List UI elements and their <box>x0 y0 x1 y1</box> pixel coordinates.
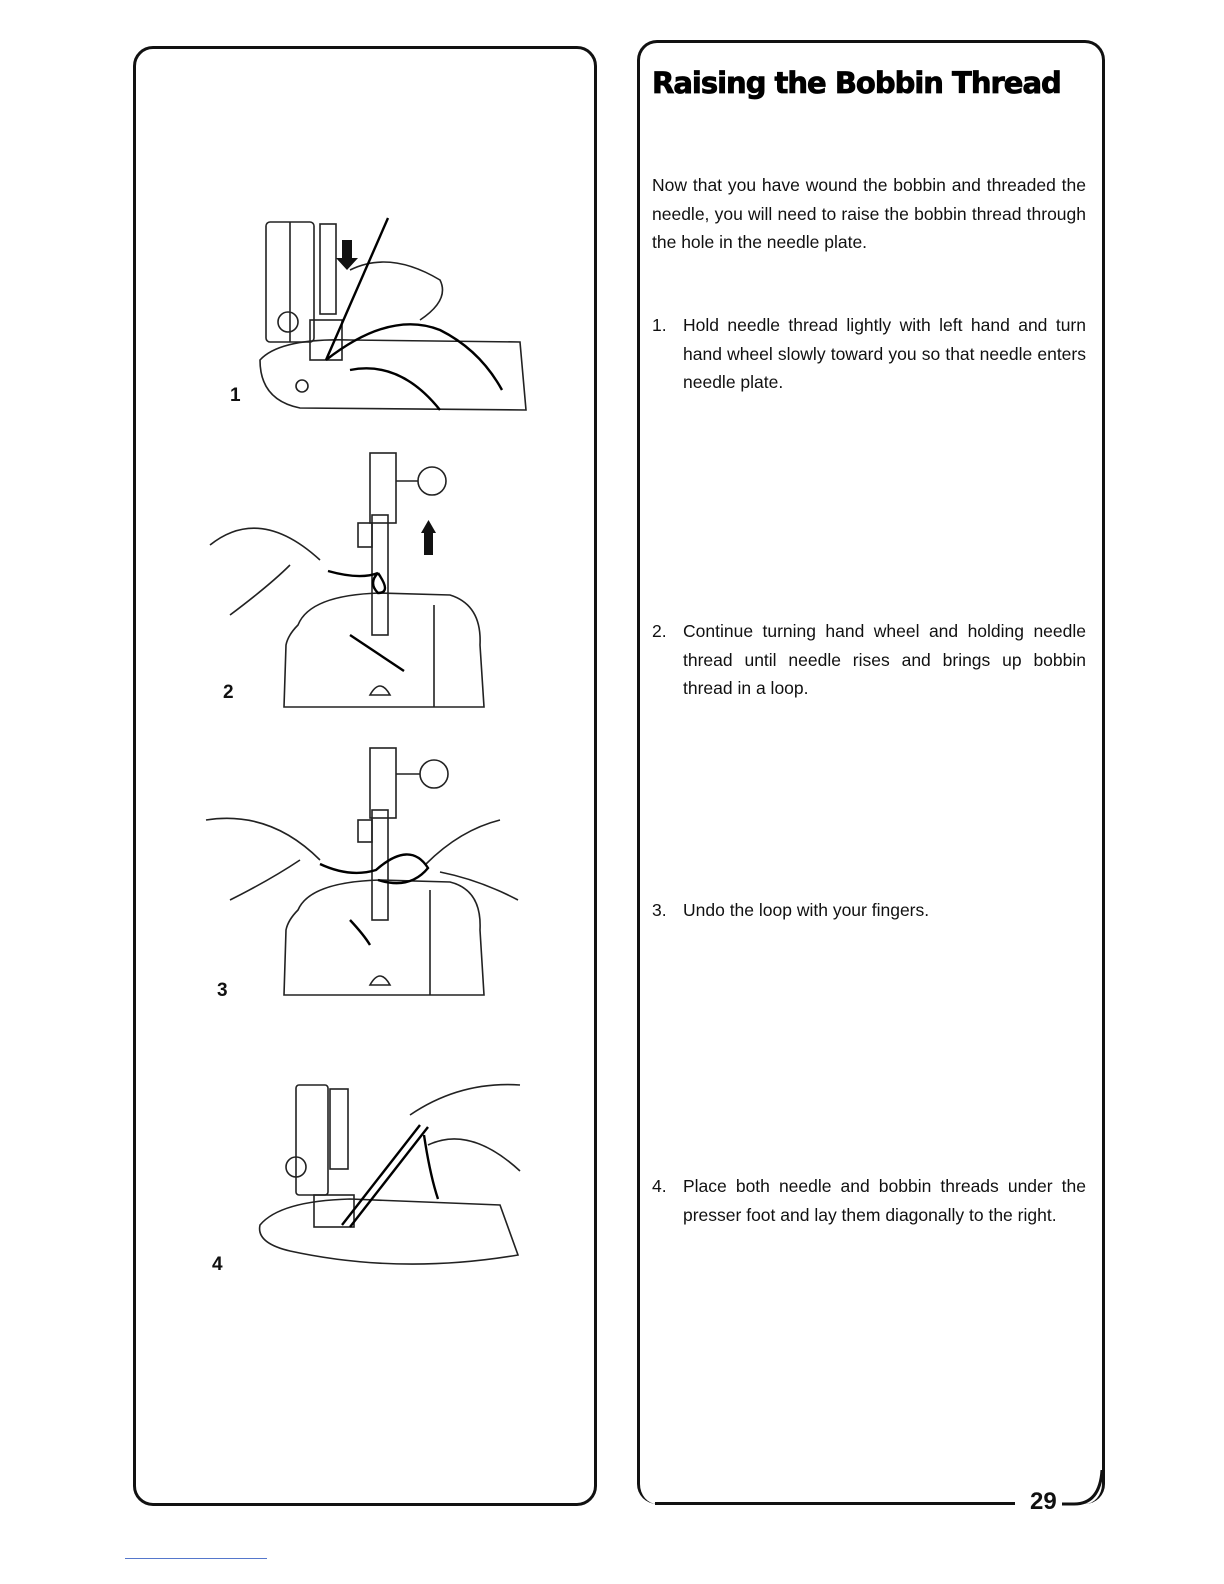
figure-1-label: 1 <box>230 385 241 406</box>
panel-corner-tail <box>1060 1470 1108 1510</box>
step-text: Place both needle and bobbin threads under the presser foot and lay them diagonally to the right. <box>683 1176 1086 1225</box>
figure-4-illustration <box>250 1075 530 1285</box>
step-text: Continue turning hand wheel and holding needle thread until needle rises and brings up bobbin thread in a loop. <box>683 621 1086 698</box>
page-title: Raising the Bobbin Thread <box>652 66 1061 100</box>
instructions-panel <box>637 40 1105 1504</box>
step-2 <box>652 617 1086 703</box>
bottom-rule <box>655 1502 1015 1505</box>
step-number: 1. <box>652 315 667 335</box>
figure-4-label: 4 <box>212 1254 223 1275</box>
intro-paragraph: Now that you have wound the bobbin and threaded the needle, you will need to raise the bobbin thread through the hole in the needle plate. <box>652 175 1086 252</box>
step-number: 2. <box>652 621 667 641</box>
figure-2-label: 2 <box>223 682 234 703</box>
step-3 <box>652 896 1086 925</box>
figure-3-label: 3 <box>217 980 228 1001</box>
step-text: Undo the loop with your fingers. <box>683 900 930 920</box>
figure-2-illustration <box>200 445 500 720</box>
footnote-rule <box>125 1558 267 1559</box>
step-text: Hold needle thread lightly with left hand and turn hand wheel slowly toward you so that needle enters needle plate. <box>683 315 1086 392</box>
step-number: 3. <box>652 900 667 920</box>
figure-1-illustration <box>240 210 540 440</box>
figure-3-illustration <box>200 740 530 1010</box>
step-1 <box>652 311 1086 397</box>
step-number: 4. <box>652 1176 667 1196</box>
step-4 <box>652 1172 1086 1229</box>
page-number: 29 <box>1030 1488 1057 1515</box>
